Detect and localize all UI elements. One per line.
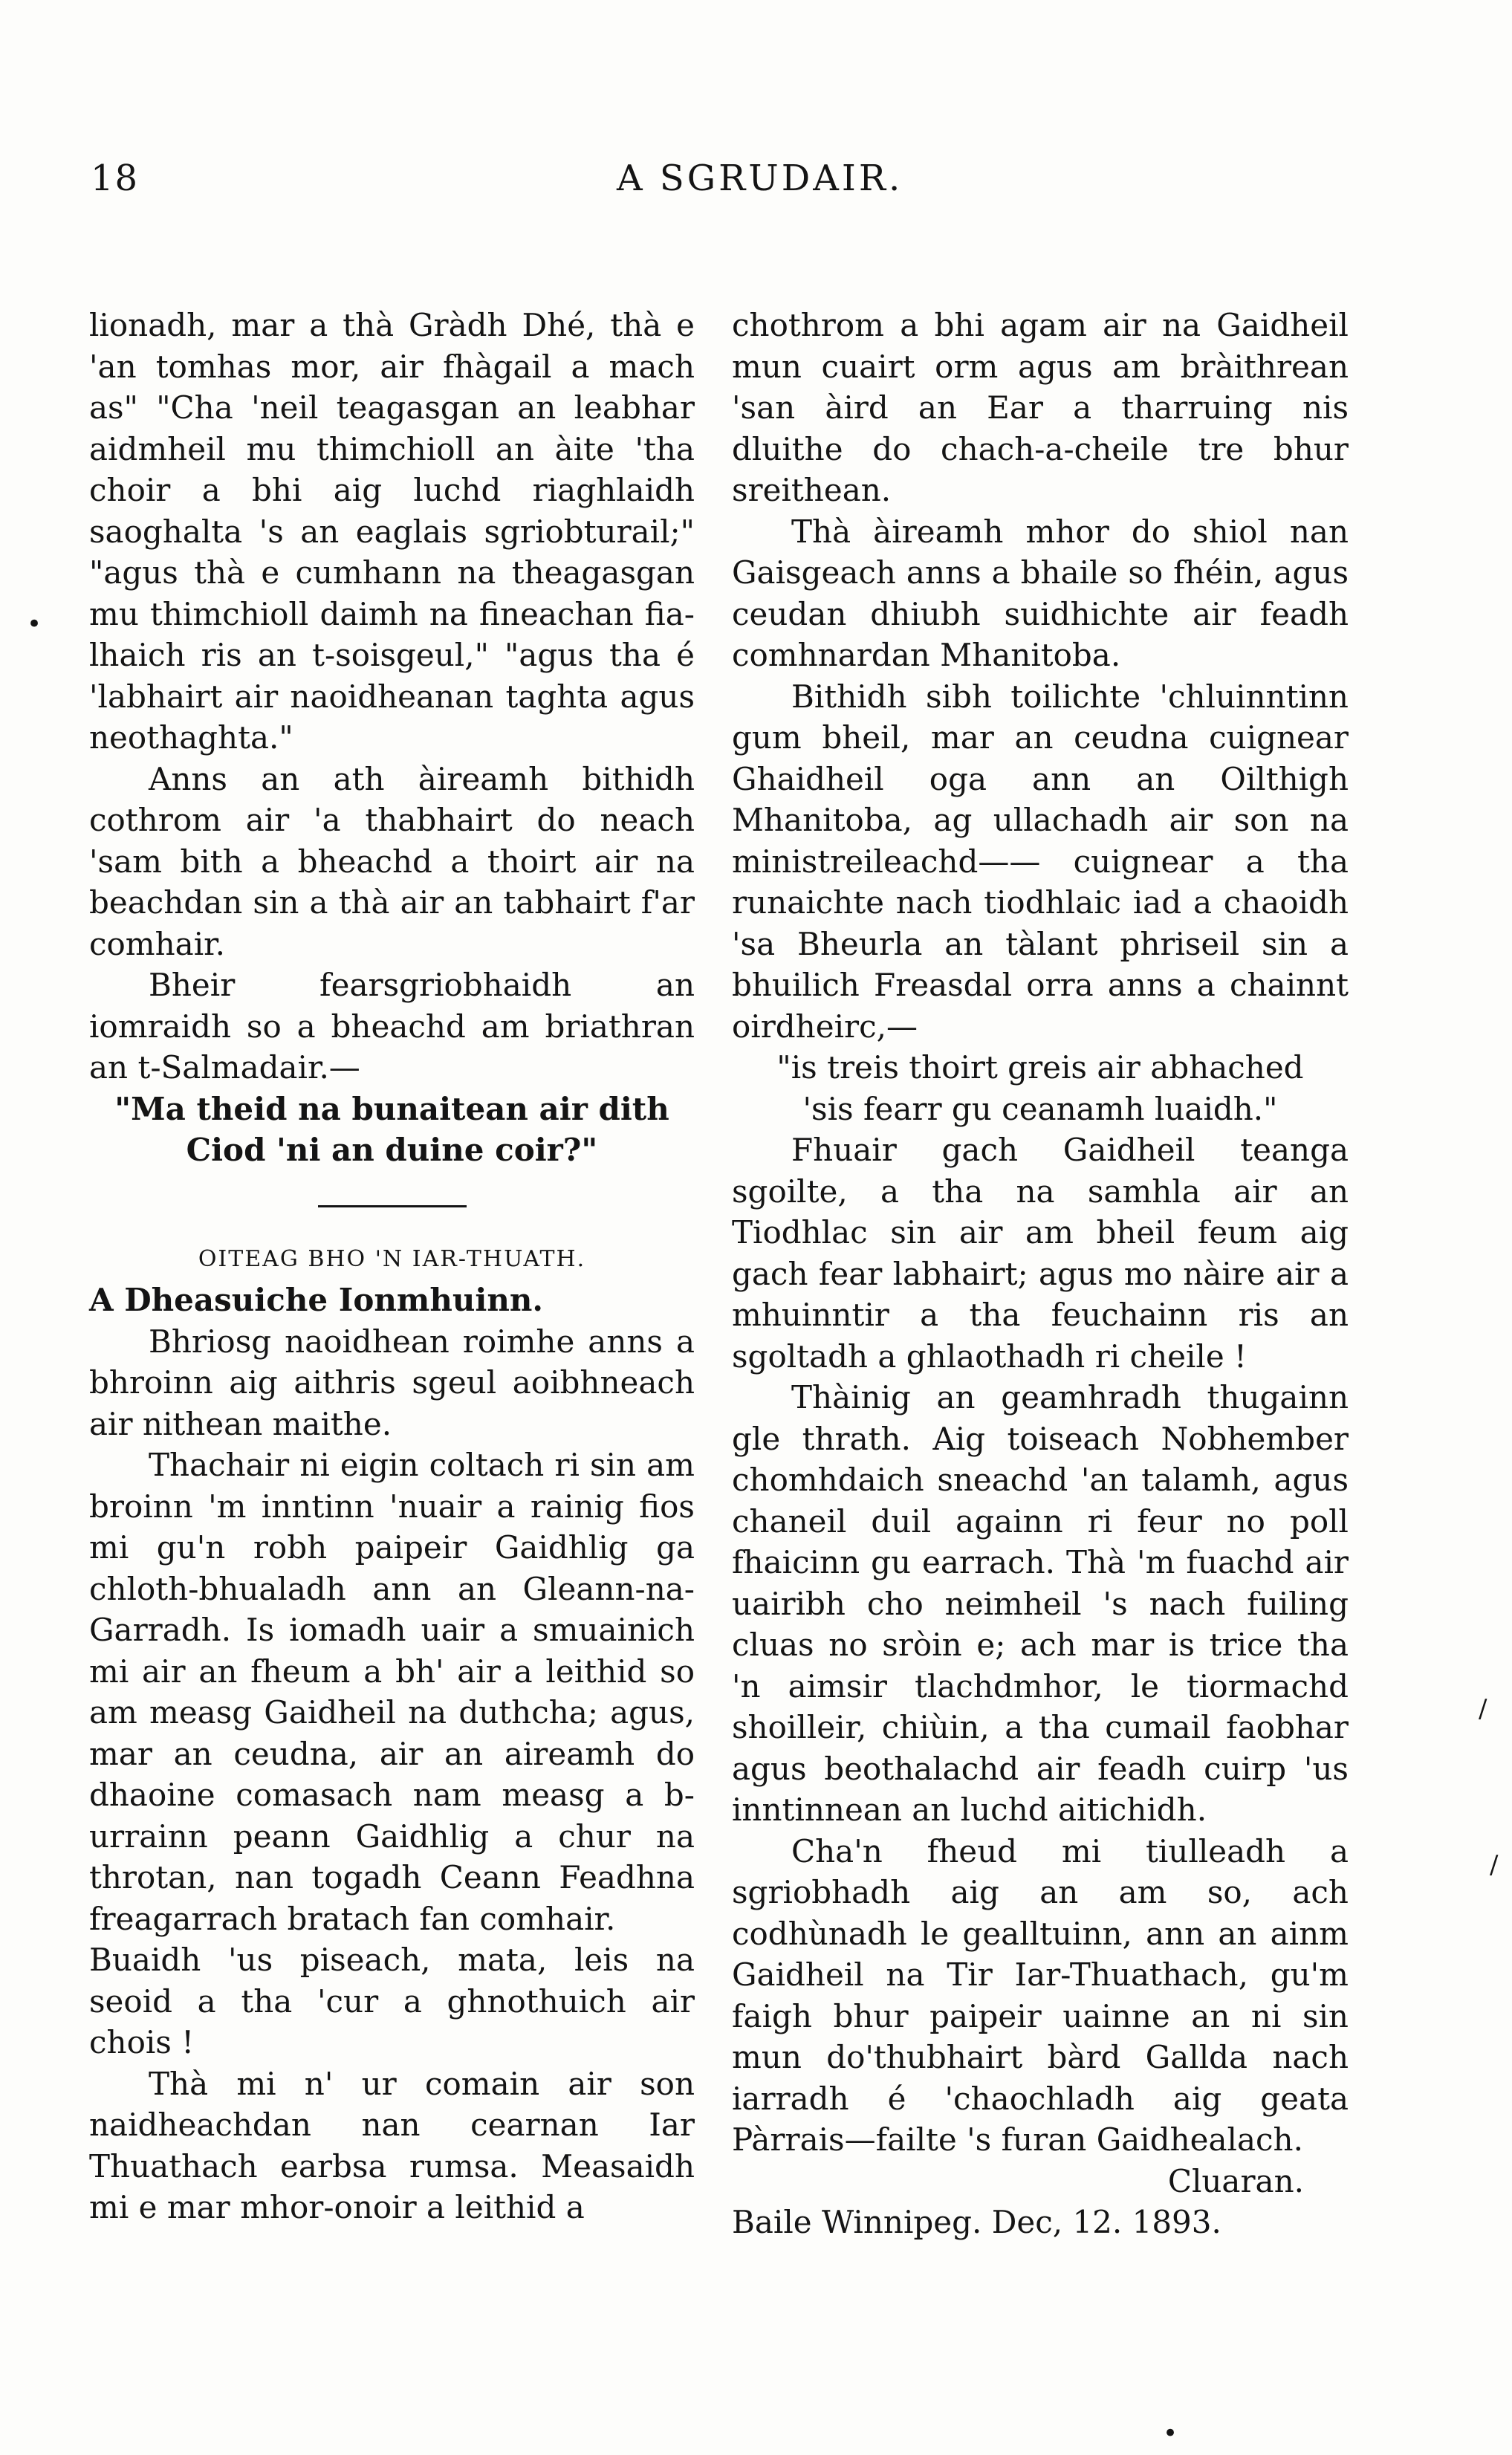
- paragraph: Thà mi n' ur comain air son naidheachdan nan cearnan Iar Thuathach earbsa rumsa. Measaidh mi e mar mhor-onoir a leithid a: [89, 2065, 695, 2225]
- paragraph: chothrom a bhi agam air na Gaidheil mun cuairt orm agus am bràithrean 'san àird an Ear a tharruing nis dluithe do chach-a-cheile tre bhur sreithean.: [732, 307, 1349, 508]
- running-title: A SGRUDAIR.: [617, 158, 903, 199]
- margin-mark: •: [1163, 2419, 1178, 2448]
- paragraph: Bheir fearsgriobhaidh an iomraidh so a bheachd am briathran an t-Salmadair.—: [89, 967, 695, 1086]
- paragraph: Thàinig an geamhradh thugainn gle thrath. Aig toiseach Nobhember chomhdaich sneachd 'an talamh, agus chaneil duil againn ri feur no poll fhaicinn gu earrach. Thà 'm fuachd air uairibh cho neimheil 's nach fuiling cluas no sròin e; ach mar is trice tha 'n aimsir tlachdmhor, le tiormachd shoilleir, chiùin, a tha cumail faobhar agus beothalachd air feadh cuirp 'us inntinnean an luchd aitichidh.: [732, 1379, 1349, 1828]
- poem-line: Ciod 'ni an duine coir?": [186, 1132, 598, 1168]
- paragraph: Cha'n fheud mi tiulleadh a sgriobhadh aig an am so, ach codhùnadh le gealltuinn, ann an ainm Gaidheil na Tir Iar-Thuathach, gu'm faigh bhur paipeir uainne an ni sin mun do'thubhairt bàrd Gallda nach iarradh é 'chaochladh aig geata Pàrrais—failte 's furan Gaidhealach.: [732, 1832, 1349, 2158]
- paragraph: Fhuair gach Gaidheil teanga sgoilte, a tha na samhla air an Tiodhlac sin air am bheil feum aig gach fear labhairt; agus mo nàire air a mhuinntir a tha feuchainn ris an sgoltadh a ghlaothadh ri cheile !: [732, 1132, 1349, 1375]
- poem-line: 'sis fearr gu ceanamh luaidh.": [802, 1090, 1278, 1127]
- margin-mark: •: [27, 609, 42, 639]
- paragraph: Anns an ath àireamh bithidh cothrom air 'a thabhairt do neach 'sam bith a bheachd a thoirt air na beachdan sin a thà air an tabhairt f'ar comhair.: [89, 760, 695, 962]
- salutation: A Dheasuiche Ionmhuinn.: [89, 1282, 544, 1318]
- page-header: [0, 158, 1512, 210]
- article-heading: OITEAG BHO 'N IAR-THUATH.: [198, 1245, 586, 1272]
- signature: Cluaran.: [1167, 2162, 1304, 2199]
- right-column: [732, 305, 1349, 2243]
- margin-mark: /: [1490, 1850, 1499, 1880]
- margin-mark: /: [1479, 1694, 1487, 1724]
- paragraph: lionadh, mar a thà Gràdh Dhé, thà e 'an tomhas mor, air fhàgail a mach as" "Cha 'neil teagasgan an leabhar aidmheil mu thimchioll an àite 'tha choir a bhi aig luchd riaghlaidh saoghalta 's an eaglais sgriobturail;" "agus thà e cumhann na theagasgan mu thimchioll daimh na fineachan fia-lhaich ris an t-soisgeul," "agus tha é 'labhairt air naoidheanan taghta agus neothaghta.": [89, 307, 695, 756]
- left-column: [89, 305, 695, 2228]
- paragraph: Buaidh 'us piseach, mata, leis na seoid a tha 'cur a ghnothuich air chois !: [89, 1942, 695, 2060]
- dateline: Baile Winnipeg. Dec, 12. 1893.: [732, 2204, 1221, 2240]
- paragraph: Bithidh sibh toilichte 'chluinntinn gum bheil, mar an ceudna cuignear Ghaidheil oga ann an Oilthigh Mhanitoba, ag ullachadh air son na ministreileachd—— cuignear a tha runaichte nach tiodhlaic iad a chaoidh 'sa Bheurla an tàlant phriseil sin a bhuilich Freasdal orra anns a chainnt oirdheirc,—: [732, 678, 1349, 1045]
- paragraph: Thachair ni eigin coltach ri sin am broinn 'm inntinn 'nuair a rainig fios mi gu'n robh paipeir Gaidhlig ga chloth-bhualadh ann an Gleann-na-Garradh. Is iomadh uair a smuainich mi air an fheum a bh' air a leithid so am measg Gaidheil na duthcha; agus, mar an ceudna, air an aireamh do dhaoine comasach nam measg a b-urrainn peann Gaidhlig a chur na throtan, nan togadh Ceann Feadhna freagarrach bratach fan comhair.: [89, 1447, 695, 1937]
- poem-line: "Ma theid na bunaitean air dith: [114, 1090, 669, 1127]
- paragraph: Thà àireamh mhor do shiol nan Gaisgeach anns a bhaile so fhéin, agus ceudan dhiubh suidhichte air feadh comhnardan Mhanitoba.: [732, 513, 1349, 673]
- page-number: 18: [91, 158, 140, 199]
- section-divider: [318, 1205, 467, 1207]
- paragraph: Bhriosg naoidhean roimhe anns a bhroinn aig aithris sgeul aoibhneach air nithean maithe.: [89, 1323, 695, 1442]
- poem-line: "is treis thoirt greis air abhached: [776, 1049, 1304, 1086]
